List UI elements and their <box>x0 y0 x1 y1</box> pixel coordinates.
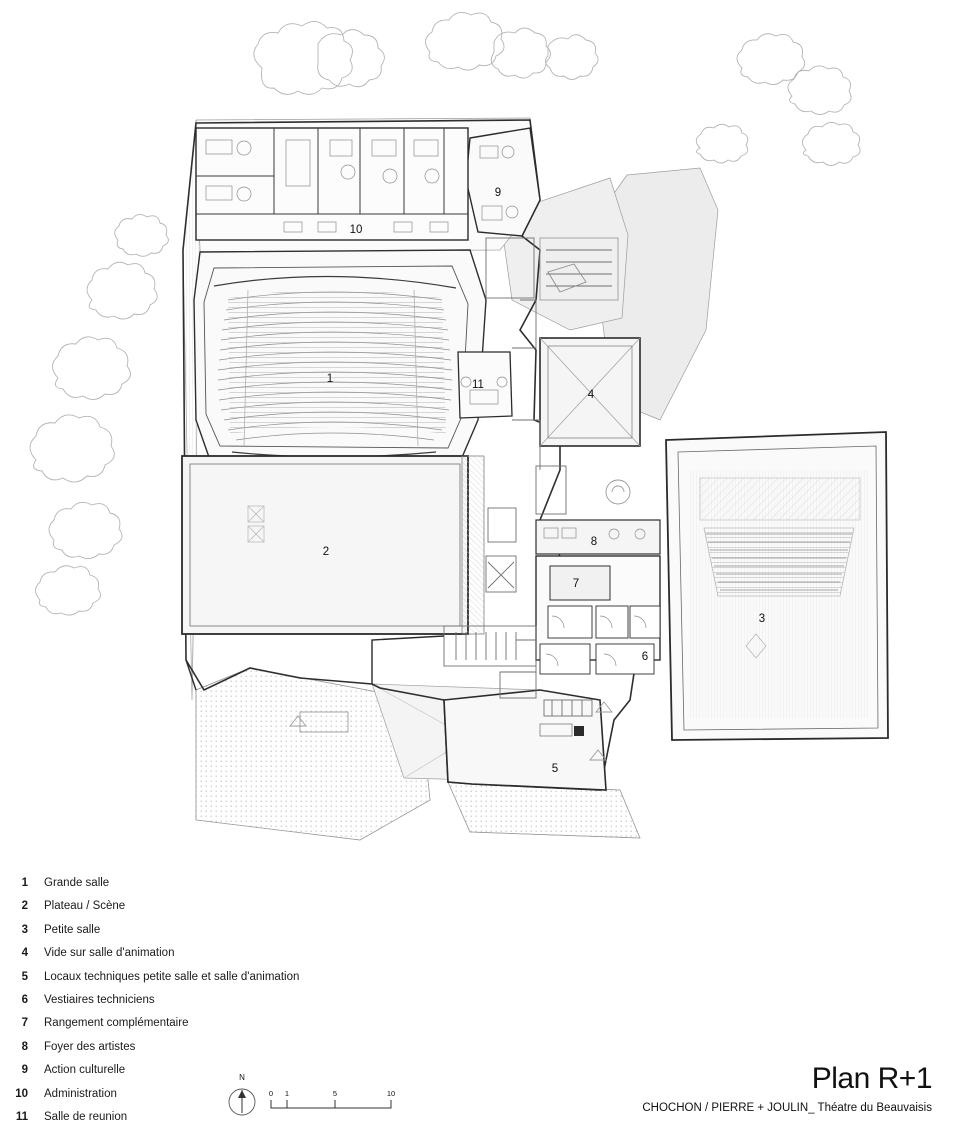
title-block <box>642 1062 932 1114</box>
legend-number: 2 <box>21 900 28 913</box>
room-label-9: 9 <box>494 187 502 199</box>
legend-item <box>0 989 560 1012</box>
legend-number: 1 <box>21 877 28 889</box>
legend-item <box>0 895 560 918</box>
legend-number: 10 <box>15 1087 28 1100</box>
scale-bar <box>225 1068 425 1128</box>
room-label-4: 4 <box>587 389 595 401</box>
legend-label: Foyer des artistes <box>44 1040 136 1053</box>
legend-label: Vestiaires techniciens <box>44 993 155 1006</box>
legend-number: 3 <box>21 923 28 936</box>
room-petite-salle <box>666 432 888 740</box>
legend-label: Locaux techniques petite salle et salle d'animation <box>44 970 300 983</box>
north-arrow-icon <box>229 1073 255 1115</box>
room-action-culturelle <box>466 128 540 236</box>
graphic-scale <box>271 1100 391 1108</box>
page-title: Plan R+1 <box>811 1062 932 1095</box>
room-plateau-scene <box>182 456 484 634</box>
room-label-1: 1 <box>326 373 334 385</box>
scale-tick-0: 0 <box>268 1089 274 1098</box>
credits-line: CHOCHON / PIERRE + JOULIN_ Théatre du Beauvaisis <box>642 1102 932 1114</box>
scale-bar-svg <box>225 1068 425 1128</box>
legend-label: Salle de reunion <box>44 1110 128 1123</box>
legend-label: Administration <box>44 1087 117 1100</box>
legend-label: Vide sur salle d'animation <box>44 947 175 960</box>
legend-item <box>0 1012 560 1035</box>
room-label-5: 5 <box>551 763 559 775</box>
legend-number: 6 <box>21 993 28 1006</box>
legend-item <box>0 919 560 942</box>
room-label-11: 11 <box>472 379 484 391</box>
room-label-2: 2 <box>322 546 330 558</box>
legend-item <box>0 1036 560 1059</box>
legend-label: Petite salle <box>44 923 101 936</box>
north-label: N <box>239 1073 245 1082</box>
legend-label: Plateau / Scène <box>44 900 126 913</box>
scale-tick-1: 1 <box>284 1089 290 1098</box>
legend-number: 11 <box>15 1110 28 1123</box>
legend-label: Rangement complémentaire <box>44 1017 189 1030</box>
room-grande-salle <box>194 250 486 462</box>
scale-tick-5: 5 <box>332 1089 338 1098</box>
legend-label: Action culturelle <box>44 1064 126 1077</box>
room-label-7: 7 <box>572 578 580 590</box>
legend-item <box>0 872 560 895</box>
legend-number: 5 <box>21 970 28 983</box>
legend-item <box>0 942 560 965</box>
legend-number: 8 <box>21 1040 28 1053</box>
room-label-8: 8 <box>590 536 598 548</box>
room-label-10: 10 <box>349 224 363 236</box>
room-label-3: 3 <box>758 613 766 625</box>
scale-tick-10: 10 <box>386 1089 396 1098</box>
legend-item <box>0 966 560 989</box>
legend-number: 4 <box>21 947 28 960</box>
room-administration <box>196 128 468 240</box>
legend-number: 9 <box>21 1064 28 1077</box>
room-salle-reunion <box>458 352 512 418</box>
legend-number: 7 <box>21 1017 28 1030</box>
legend-label: Grande salle <box>44 877 110 889</box>
room-label-6: 6 <box>641 651 649 663</box>
